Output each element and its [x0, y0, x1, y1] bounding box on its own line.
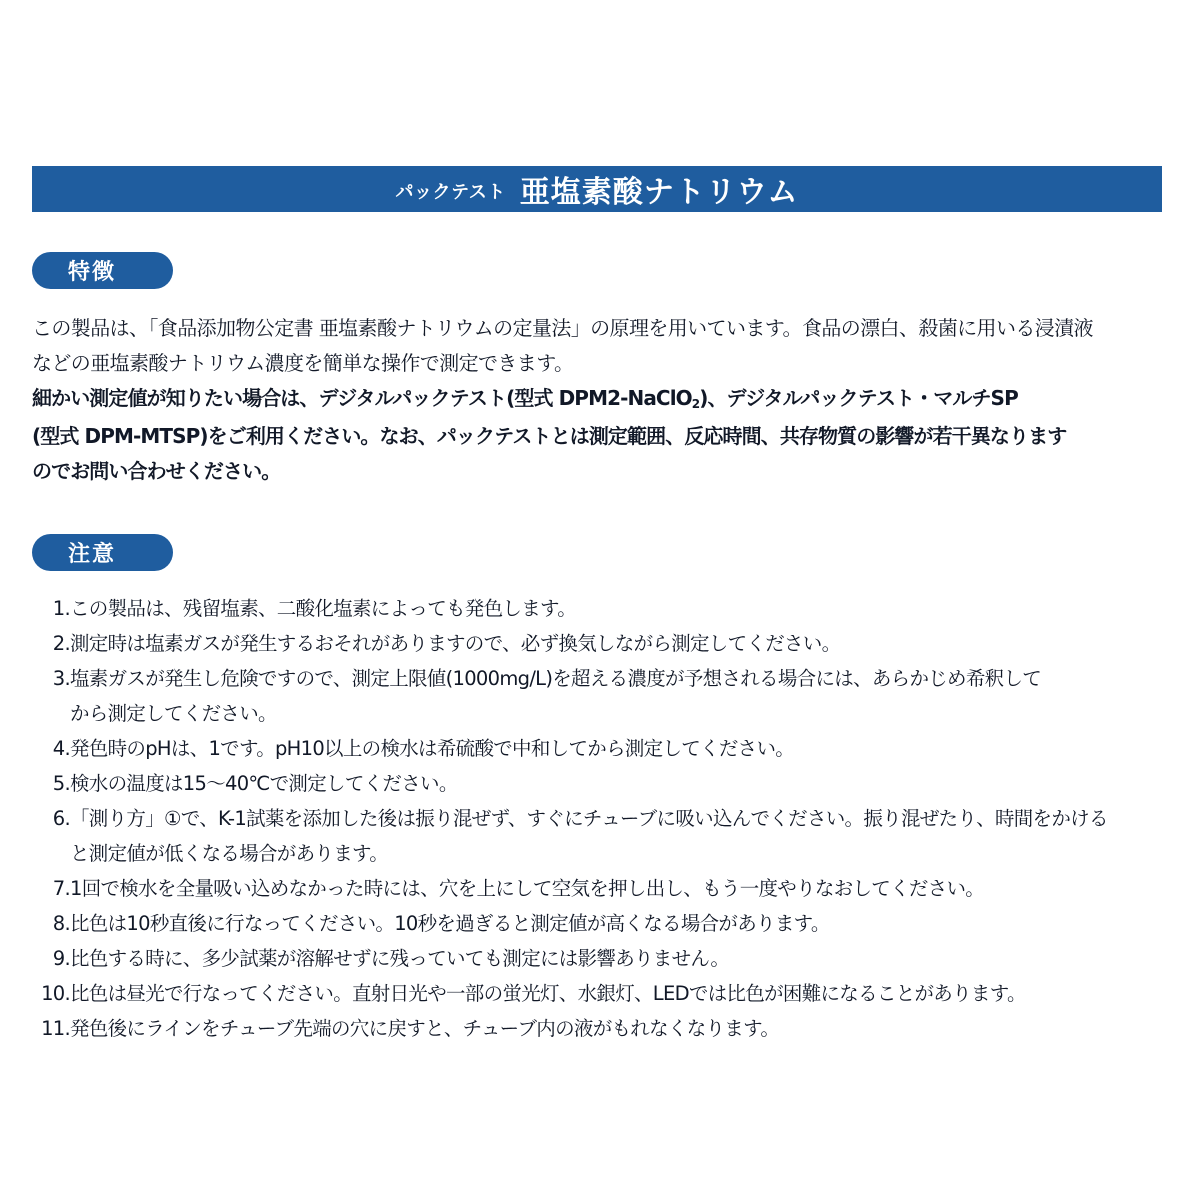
features-section — [32, 311, 1166, 489]
features-bold-line: (型式 DPM-MTSP)をご利用ください。なお、パックテストとは測定範囲、反応時間、共存物質の影響が若干異なります — [32, 424, 1067, 448]
note-item — [32, 906, 1166, 941]
note-text-wrap — [70, 871, 1166, 906]
note-text-continued: から測定してください。 — [70, 702, 277, 725]
note-item — [32, 941, 1166, 976]
note-number: 9. — [52, 947, 70, 970]
note-number: 5. — [52, 772, 70, 795]
note-text: 比色は10秒直後に行なってください。10秒を過ぎると測定値が高くなる場合があります。 — [70, 912, 830, 935]
note-text-wrap — [70, 591, 1166, 626]
features-heading: 特徴 — [32, 252, 173, 289]
features-bold-line: のでお問い合わせください。 — [32, 459, 281, 483]
note-text: 比色する時に、多少試薬が溶解せずに残っていても測定には影響ありません。 — [70, 947, 730, 970]
note-text: 塩素ガスが発生し危険ですので、測定上限値(1000mg/L)を超える濃度が予想される場合には、あらかじめ希釈して — [70, 667, 1042, 690]
note-text: 発色後にラインをチューブ先端の穴に戻すと、チューブ内の液がもれなくなります。 — [70, 1017, 780, 1040]
note-number: 2. — [52, 632, 70, 655]
features-bold-text: )、デジタルパックテスト・マルチSP — [699, 386, 1018, 410]
note-text-continued: と測定値が低くなる場合があります。 — [70, 842, 389, 865]
note-text-wrap — [70, 766, 1166, 801]
note-text-wrap — [70, 626, 1166, 661]
note-text-wrap — [70, 1011, 1166, 1046]
note-item — [32, 976, 1166, 1011]
note-text: 発色時のpHは、1です。pH10以上の検水は希硫酸で中和してから測定してください。 — [70, 737, 795, 760]
note-number: 3. — [52, 667, 70, 690]
note-text: 「測り方」①で、K-1試薬を添加した後は振り混ぜず、すぐにチューブに吸い込んでください。振り混ぜたり、時間をかける — [70, 807, 1108, 830]
title-banner — [32, 166, 1162, 212]
note-text: 検水の温度は15～40℃で測定してください。 — [70, 772, 458, 795]
notes-heading: 注意 — [32, 534, 173, 571]
note-item — [32, 731, 1166, 766]
note-text-wrap — [70, 941, 1166, 976]
features-bold-line — [32, 381, 1166, 419]
note-item — [32, 626, 1166, 661]
note-text-wrap — [70, 906, 1166, 941]
note-item — [32, 801, 1166, 871]
note-text-wrap — [70, 976, 1166, 1011]
note-text: 測定時は塩素ガスが発生するおそれがありますので、必ず換気しながら測定してください。 — [70, 632, 841, 655]
features-line: この製品は、「食品添加物公定書 亜塩素酸ナトリウムの定量法」の原理を用いています。食品の漂白、殺菌に用いる浸漬液 — [32, 316, 1093, 340]
note-text-wrap — [70, 731, 1166, 766]
note-text: この製品は、残留塩素、二酸化塩素によっても発色します。 — [70, 597, 577, 620]
note-text-wrap — [70, 661, 1166, 731]
note-text: 1回で検水を全量吸い込めなかった時には、穴を上にして空気を押し出し、もう一度やりなおしてください。 — [70, 877, 985, 900]
note-item — [32, 1011, 1166, 1046]
notes-list — [32, 591, 1166, 1046]
note-number: 8. — [52, 912, 70, 935]
note-number: 6. — [52, 807, 70, 830]
product-line-label: パックテスト — [395, 182, 506, 203]
note-item — [32, 591, 1166, 626]
note-text: 比色は昼光で行なってください。直射日光や一部の蛍光灯、水銀灯、LEDでは比色が困難になることがあります。 — [70, 982, 1026, 1005]
note-item — [32, 871, 1166, 906]
note-item — [32, 661, 1166, 731]
note-number: 4. — [52, 737, 70, 760]
note-number: 10. — [41, 982, 70, 1005]
note-item — [32, 766, 1166, 801]
note-number: 7. — [52, 877, 70, 900]
note-number: 1. — [52, 597, 70, 620]
features-bold-text: 細かい測定値が知りたい場合は、デジタルパックテスト(型式 DPM2-NaClO — [32, 386, 692, 410]
subscript: 2 — [691, 397, 700, 411]
product-title: 亜塩素酸ナトリウム — [519, 175, 799, 210]
features-line: などの亜塩素酸ナトリウム濃度を簡単な操作で測定できます。 — [32, 351, 574, 375]
note-text-wrap — [70, 801, 1166, 871]
note-number: 11. — [41, 1017, 70, 1040]
